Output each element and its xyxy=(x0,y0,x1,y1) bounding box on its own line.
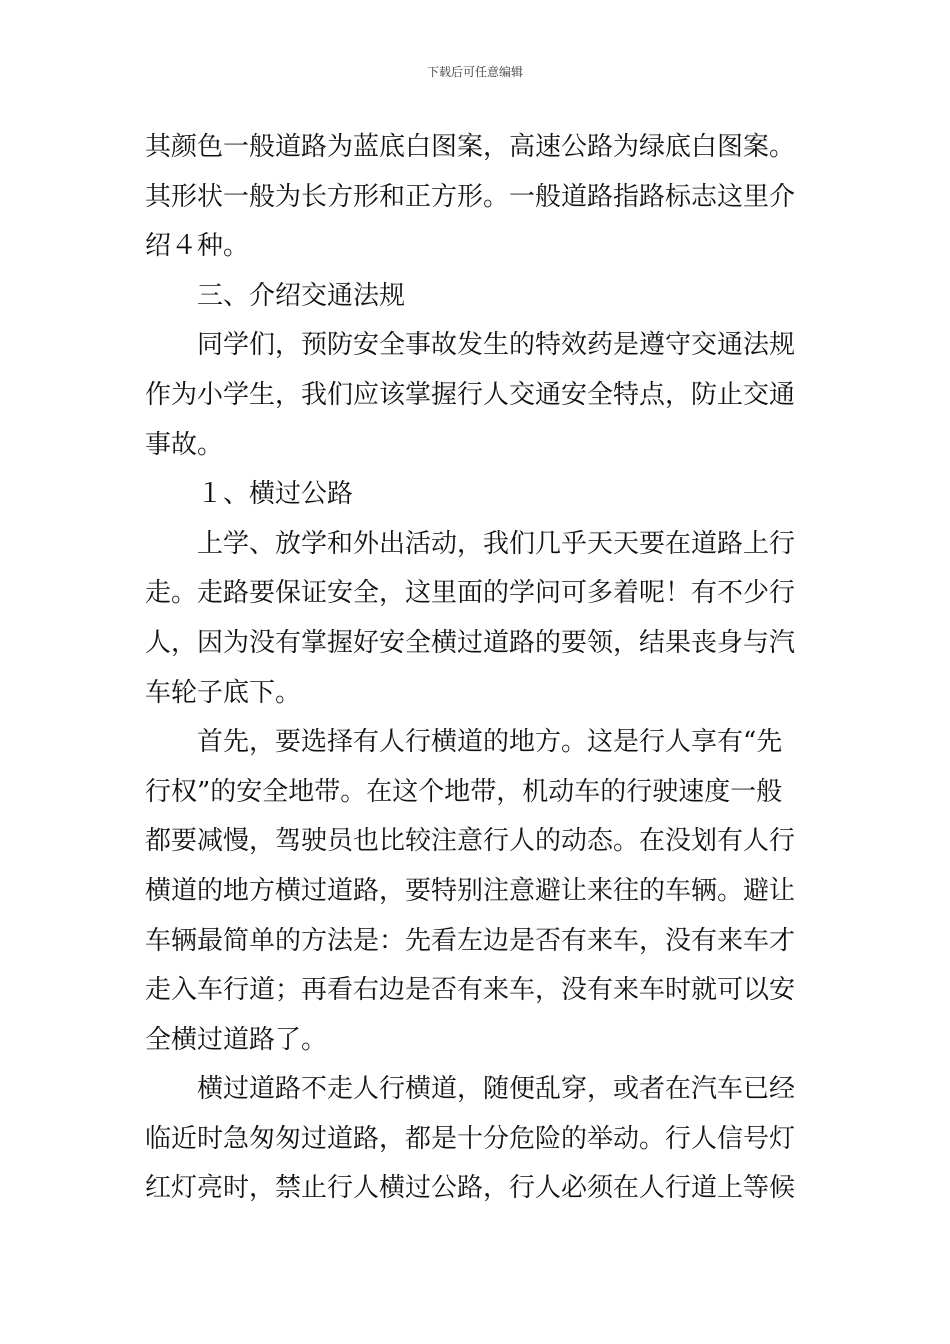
document-body xyxy=(145,123,810,1214)
subsection-heading: １、横过公路 xyxy=(197,479,354,510)
text-line: 横道的地方横过道路，要特别注意避让来往的车辆。避让 xyxy=(145,875,796,906)
text-line: 事故。 xyxy=(145,429,224,460)
text-line: 红灯亮时，禁止行人横过公路，行人必须在人行道上等候 xyxy=(145,1173,796,1204)
text-line: 行权”的安全地带。在这个地带，机动车的行驶速度一般 xyxy=(145,776,783,807)
text-line: 其颜色一般道路为蓝底白图案，高速公路为绿底白图案。 xyxy=(145,132,796,162)
text-line: 作为小学生，我们应该掌握行人交通安全特点，防止交通 xyxy=(145,379,796,410)
text-line: 横过道路不走人行横道，随便乱穿，或者在汽车已经 xyxy=(197,1074,796,1105)
text-line: 走。走路要保证安全，这里面的学问可多着呢！有不少行 xyxy=(145,578,796,609)
text-line: 临近时急匆匆过道路，都是十分危险的举动。行人信号灯 xyxy=(145,1123,796,1154)
page-header: 下载后可任意编辑 xyxy=(426,65,523,79)
text-line: 其形状一般为长方形和正方形。一般道路指路标志这里介 xyxy=(145,181,796,212)
text-line: 同学们，预防安全事故发生的特效药是遵守交通法规 xyxy=(197,330,796,361)
text-line: 都要减慢，驾驶员也比较注意行人的动态。在没划有人行 xyxy=(145,826,796,857)
text-line: 全横过道路了。 xyxy=(145,1024,328,1055)
text-line: 人，因为没有掌握好安全横过道路的要领，结果丧身与汽 xyxy=(145,627,796,658)
text-line: 上学、放学和外出活动，我们几乎天天要在道路上行 xyxy=(197,528,796,559)
text-line: 车轮子底下。 xyxy=(145,677,302,708)
section-heading: 三、介绍交通法规 xyxy=(197,280,406,311)
text-line: 首先，要选择有人行横道的地方。这是行人享有“先 xyxy=(197,727,783,758)
text-line: 走入车行道；再看右边是否有来车，没有来车时就可以安 xyxy=(145,975,796,1006)
text-line: 车辆最简单的方法是：先看左边是否有来车，没有来车才 xyxy=(145,925,796,956)
text-line: 绍４种。 xyxy=(145,231,250,262)
